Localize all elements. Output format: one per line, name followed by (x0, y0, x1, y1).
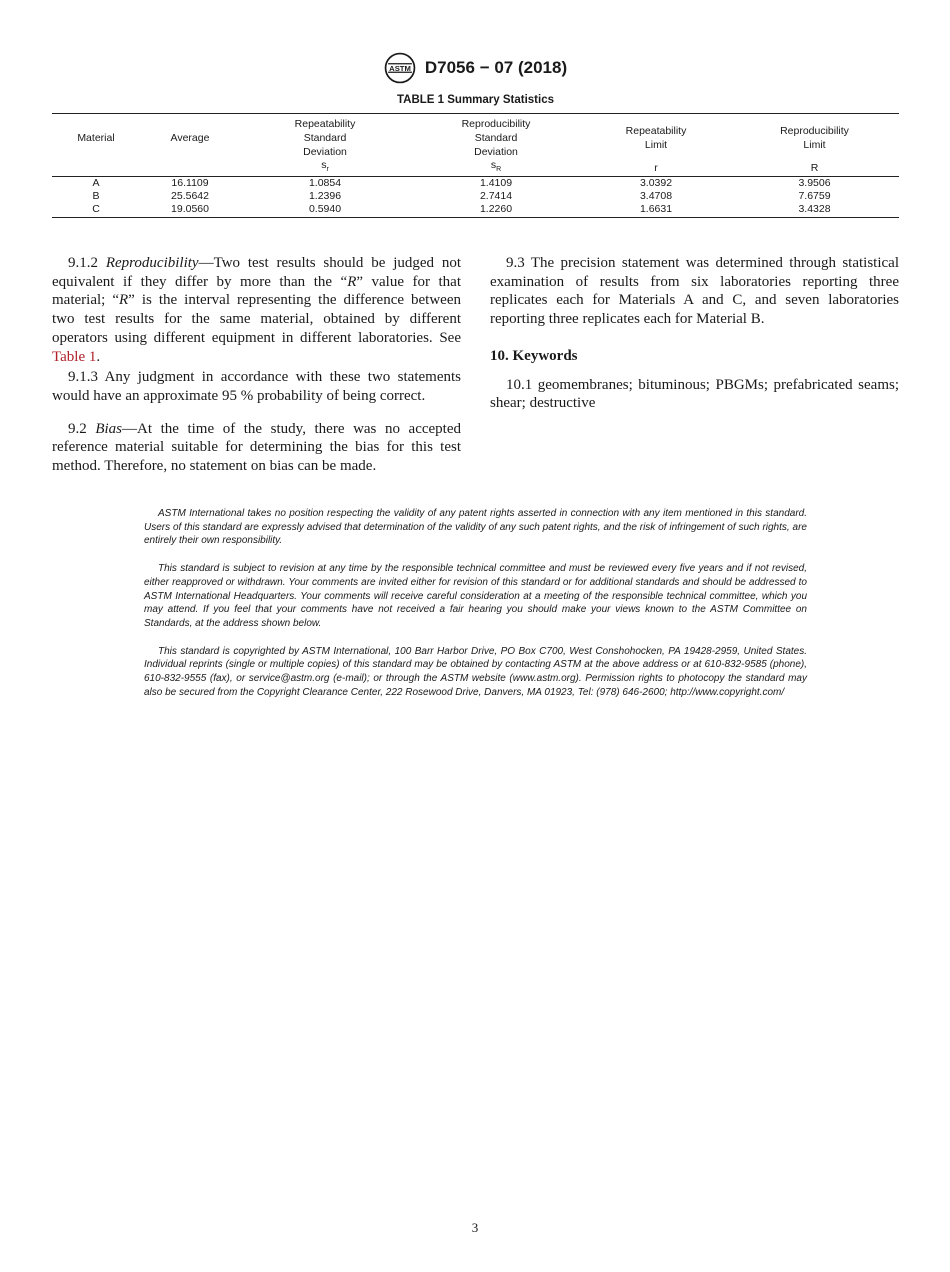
col-header-reproducibility-limit (730, 114, 899, 160)
header-line: Repeatability (294, 118, 356, 130)
summary-statistics-table (52, 113, 899, 218)
right-column (490, 254, 899, 484)
table-cell: 3.0392 (639, 177, 673, 190)
table-cell: 3.4328 (798, 203, 831, 216)
page-number: 3 (471, 1220, 479, 1235)
section-term: Bias (95, 420, 122, 437)
col-header-average: Average (170, 132, 210, 144)
table-cell: 1.2396 (308, 190, 342, 203)
header-line: Reproducibility (461, 118, 531, 130)
symbol-R-italic: R (118, 292, 129, 309)
copyright-notice: This standard is copyrighted by ASTM International, 100 Barr Harbor Drive, PO Box C700, West Conshohocken, PA 19428-2959, United States. Individual reprints (single or multiple copies) of this standard may be obtained by contacting ASTM at the above address or at 610-832-9585 (phone), 610-832-9555 (fax), or service@astm.org (e-mail); or through the ASTM website (www.astm.org). Permission rights to photocopy the standard may also be secured from the Copyright Clearance Center, 222 Rosewood Drive, Danvers, MA 01923, Tel: (978) 646-2600; http://www.copyright.com/ (144, 645, 807, 698)
paragraph-9-1-2 (52, 254, 461, 366)
symbol-text: s (321, 159, 327, 171)
section-number: 9.1.2 (68, 255, 98, 271)
table-cell: 25.5642 (171, 190, 209, 203)
paragraph-9-1-3: 9.1.3 Any judgment in accordance with these two statements would have an approximate 95 % probability of being correct. (52, 369, 461, 404)
table-cell: 19.0560 (171, 203, 209, 216)
table-title: TABLE 1 Summary Statistics (396, 94, 554, 106)
standard-designation: D7056 − 07 (2018) (424, 58, 568, 77)
paragraph-10-1: 10.1 geomembranes; bituminous; PBGMs; prefabricated seams; shear; destructive (490, 376, 899, 412)
symbol-text: s (490, 159, 497, 171)
symbol-R: R (730, 159, 899, 177)
table-symbol-row (52, 159, 899, 177)
paragraph-text: . (96, 348, 101, 365)
header-line: Reproducibility (780, 125, 849, 137)
body-columns (52, 254, 899, 484)
table-cell: 1.4109 (479, 177, 513, 190)
table-cell: 1.0854 (308, 177, 342, 190)
symbol-cell (52, 159, 140, 177)
table-cell: 0.5940 (308, 203, 342, 216)
table-cell: A (92, 177, 100, 190)
symbol-cell (140, 159, 240, 177)
astm-logo-icon (383, 51, 417, 85)
header-line: Limit (803, 139, 826, 151)
table-1-link[interactable]: Table 1 (52, 348, 97, 365)
table-row (52, 203, 899, 218)
header-line: Standard (303, 132, 347, 144)
paragraph-9-2 (52, 420, 461, 476)
header-line: Repeatability (625, 125, 687, 137)
symbol-R-italic: R (347, 273, 357, 290)
col-header-repeatability-limit (582, 114, 730, 160)
legal-notices (144, 507, 807, 713)
paragraph-text: ” is the interval representing the difference between two test results for the same material, obtained by different operators using different equipment in different laboratories. See (52, 292, 461, 346)
symbol-sR (410, 159, 582, 177)
paragraph-text: —At the time of the study, there was no accepted reference material suitable for determining the bias for this test method. Therefore, no statement on bias can be made. (52, 420, 461, 475)
header-line: Limit (644, 139, 668, 151)
header-line: Deviation (474, 146, 518, 158)
table-row (52, 190, 899, 203)
patent-notice: ASTM International takes no position respecting the validity of any patent rights asserted in connection with any item mentioned in this standard. Users of this standard are expressly advised that determination of the validity of any such patent rights, and the risk of infringement of such rights, are entirely their own responsibility. (144, 508, 807, 547)
symbol-subscript: r (326, 166, 329, 174)
table-cell: 3.9506 (798, 177, 831, 190)
header-line: Standard (474, 132, 518, 144)
paragraph-text: ” value for that material; “ (52, 273, 461, 309)
table-cell: 2.7414 (479, 190, 513, 203)
table-cell: 1.6631 (639, 203, 673, 216)
section-term: Reproducibility (105, 255, 199, 271)
page-header (0, 50, 950, 86)
table-header-row (52, 114, 899, 160)
table-cell: 1.2260 (479, 203, 513, 216)
table-cell: 7.6759 (798, 190, 831, 203)
table-cell: 3.4708 (639, 190, 673, 203)
symbol-r: r (582, 159, 730, 177)
header-line: Deviation (303, 146, 347, 158)
table-row (52, 177, 899, 191)
col-header-repeatability-sd (240, 114, 410, 160)
revision-notice: This standard is subject to revision at any time by the responsible technical committee and must be reviewed every five years and if not revised, either reapproved or withdrawn. Your comments are invited either for revision of this standard or for additional standards and should be addressed to ASTM International Headquarters. Your comments will receive careful consideration at a meeting of the responsible technical committee, which you may attend. If you feel that your comments have not received a fair hearing you should make your views known to the ASTM Committee on Standards, at the address shown below. (144, 563, 807, 629)
col-header-material: Material (77, 132, 115, 144)
left-column (52, 254, 461, 484)
section-heading-keywords: 10. Keywords (490, 347, 578, 364)
symbol-subscript: R (496, 166, 502, 174)
paragraph-9-3: 9.3 The precision statement was determined through statistical examination of results from six laboratories reporting three replicates each for Materials A and C, and seven laboratories reporting three replicates each for Material B. (490, 255, 899, 328)
symbol-sr (240, 159, 410, 177)
table-cell: 16.1109 (171, 177, 209, 190)
section-number: 9.2 (68, 420, 87, 437)
table-cell: C (92, 203, 100, 216)
paragraph-text: —Two test results should be judged not equivalent if they differ by more than the “ (52, 255, 461, 290)
col-header-reproducibility-sd (410, 114, 582, 160)
logo-text: ASTM (389, 63, 411, 73)
table-cell: B (92, 190, 100, 203)
